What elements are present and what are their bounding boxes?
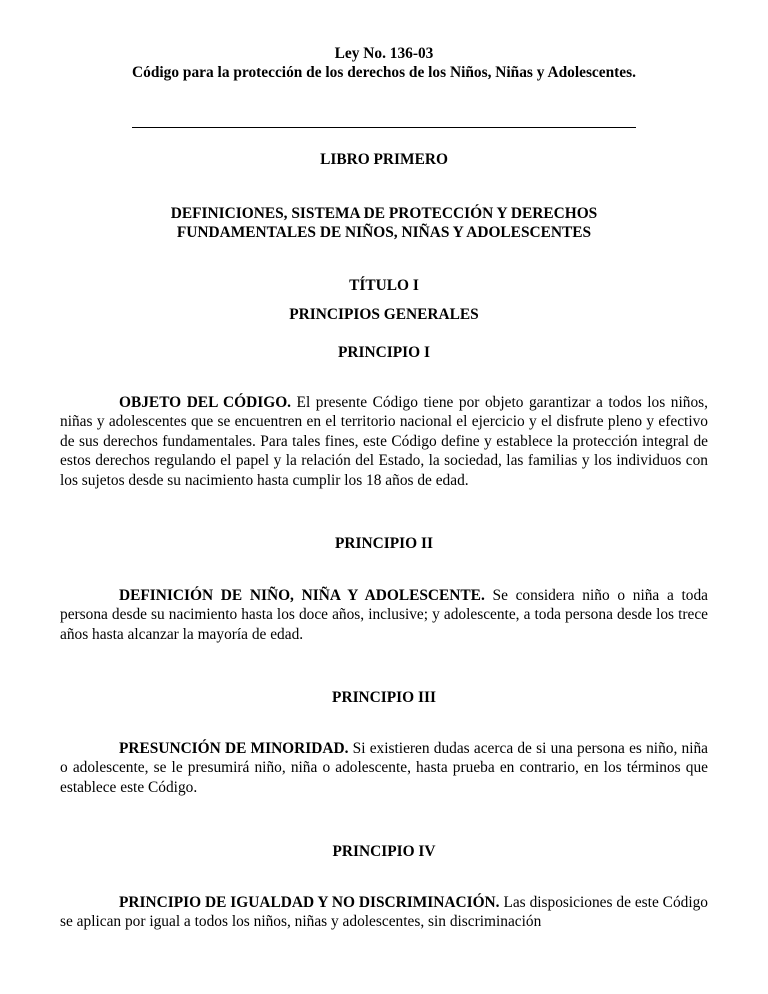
principle-lead: DEFINICIÓN DE NIÑO, NIÑA Y ADOLESCENTE. [119,587,485,604]
law-title: Código para la protección de los derechos de los Niños, Niñas y Adolescentes. [132,64,636,81]
principle-heading: PRINCIPIO IV [332,843,436,860]
principle-lead: PRESUNCIÓN DE MINORIDAD. [119,740,349,757]
principle-paragraph [60,586,708,644]
principle-paragraph [60,393,708,490]
title-heading: TÍTULO I [349,277,419,294]
title-heading-block [60,276,708,295]
principle-heading-block [60,842,708,861]
book-subtitle-block [60,204,708,242]
horizontal-rule [132,127,636,128]
principle-heading: PRINCIPIO I [338,344,430,361]
principle-heading-block [60,343,708,362]
law-number: Ley No. 136-03 [334,45,434,62]
principle-lead: PRINCIPIO DE IGUALDAD Y NO DISCRIMINACIÓN. [119,894,500,911]
book-heading: LIBRO PRIMERO [320,151,448,168]
principle-text: El presente Código tiene por objeto garantizar a todos los niños, niñas y adolescentes que se encuentren en el territorio nacional el ejercicio y el disfrute pleno y efectivo de sus derechos fundamentales. Para tales fines, este Código define y establece la protección integral de estos derechos regulando el papel y la relación del Estado, la sociedad, las familias y los individuos con los sujetos desde su nacimiento hasta cumplir los 18 años de edad. [60,394,708,489]
principle-heading-block [60,688,708,707]
principle-heading: PRINCIPIO II [335,535,433,552]
principle-text: Las disposiciones de este Código se aplican por igual a todos los niños, niñas y adolescentes, sin discriminación [60,894,708,931]
principle-text: Si existieren dudas acerca de si una persona es niño, niña o adolescente, se le presumirá niño, niña o adolescente, hasta prueba en contrario, en los términos que establece este Código. [60,740,709,796]
principle-text: Se considera niño o niña a toda persona desde su nacimiento hasta los doce años, inclusive; y adolescente, a toda persona desde los trece años hasta alcanzar la mayoría de edad. [60,587,708,643]
book-heading-block [60,150,708,169]
principle-heading-block [60,534,708,553]
book-subtitle-line-1: DEFINICIONES, SISTEMA DE PROTECCIÓN Y DERECHOS [170,205,598,222]
title-name-block [60,305,708,324]
principle-paragraph [60,739,708,797]
principle-paragraph [60,893,708,932]
title-name: PRINCIPIOS GENERALES [289,306,479,323]
principle-heading: PRINCIPIO III [332,689,436,706]
book-subtitle-line-2: FUNDAMENTALES DE NIÑOS, NIÑAS Y ADOLESCENTES [176,224,592,241]
principle-lead: OBJETO DEL CÓDIGO. [119,394,292,411]
document-header [60,44,708,82]
